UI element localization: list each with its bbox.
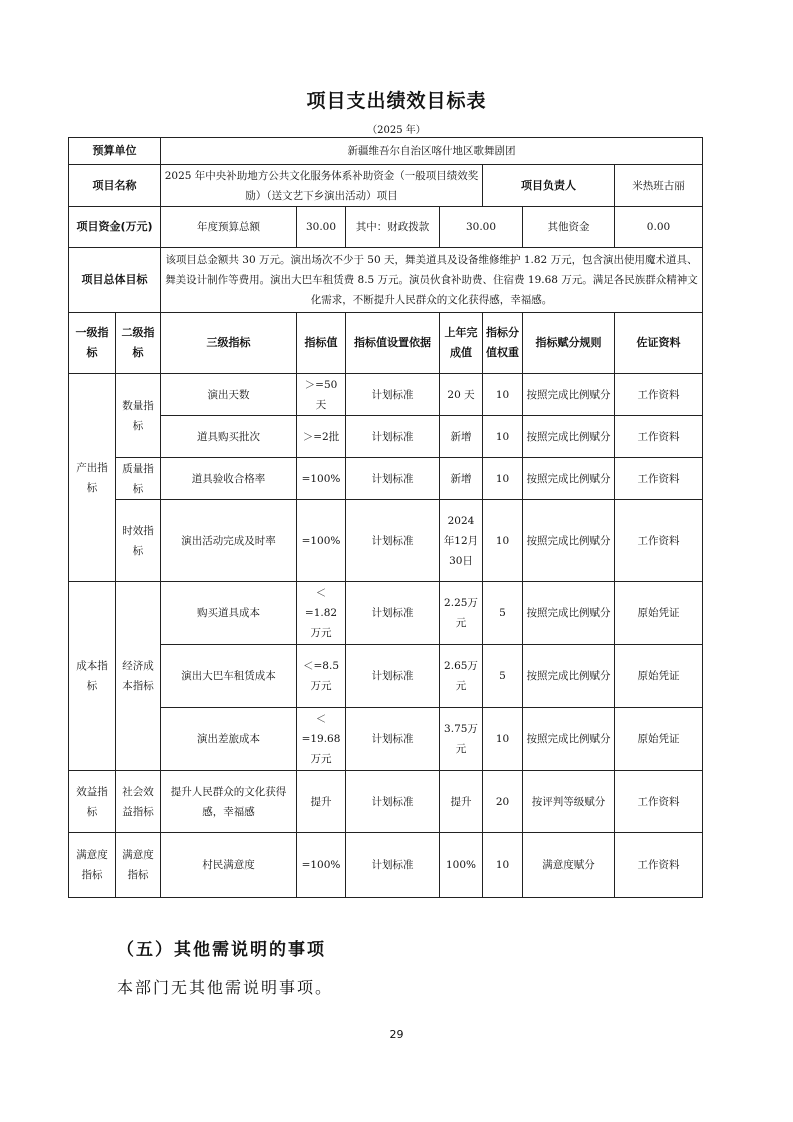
indicator-value: 提升: [297, 771, 346, 833]
indicator-last-year: 2.65万元: [440, 645, 483, 708]
indicator-evidence: 工作资料: [615, 458, 703, 500]
group-output: 产出指标: [69, 374, 116, 582]
indicator-weight: 5: [483, 582, 523, 645]
col-header-rule: 指标赋分规则: [523, 313, 615, 374]
indicator-evidence: 原始凭证: [615, 582, 703, 645]
indicator-value: =100%: [297, 833, 346, 898]
project-value: 2025 年中央补助地方公共文化服务体系补助资金（一般项目绩效奖励）（送文艺下乡演出活动）项目: [161, 165, 483, 207]
indicator-basis: 计划标准: [346, 458, 440, 500]
indicator-weight: 10: [483, 833, 523, 898]
owner-value: 米热班古丽: [615, 165, 703, 207]
indicator-basis: 计划标准: [346, 771, 440, 833]
table-row: [69, 771, 703, 833]
unit-label: 预算单位: [69, 138, 161, 165]
indicator-last-year: 100%: [440, 833, 483, 898]
section-heading: （五）其他需说明的事项: [117, 940, 326, 960]
indicator-value: ＜=19.68万元: [297, 708, 346, 771]
indicator-last-year: 新增: [440, 458, 483, 500]
indicator-evidence: 工作资料: [615, 374, 703, 416]
annual-budget-label: 年度预算总额: [161, 207, 297, 248]
group-satisfaction-sub: 满意度指标: [116, 833, 161, 898]
fund-label: 项目资金(万元): [69, 207, 161, 248]
indicator-basis: 计划标准: [346, 582, 440, 645]
col-header-value: 指标值: [297, 313, 346, 374]
indicator-rule: 按照完成比例赋分: [523, 416, 615, 458]
indicator-rule: 按照完成比例赋分: [523, 458, 615, 500]
indicator-name: 演出活动完成及时率: [161, 500, 297, 582]
indicator-weight: 20: [483, 771, 523, 833]
project-label: 项目名称: [69, 165, 161, 207]
indicator-value: =100%: [297, 458, 346, 500]
indicator-last-year: 20 天: [440, 374, 483, 416]
header-row-goal: [69, 248, 703, 313]
table-row: [69, 708, 703, 771]
fiscal-label: 其中：财政拨款: [346, 207, 440, 248]
indicator-rule: 按照完成比例赋分: [523, 500, 615, 582]
other-value: 0.00: [615, 207, 703, 248]
indicator-basis: 计划标准: [346, 416, 440, 458]
indicator-rule: 按评判等级赋分: [523, 771, 615, 833]
group-quantity: 数量指标: [116, 374, 161, 458]
indicator-basis: 计划标准: [346, 833, 440, 898]
table-row: [69, 416, 703, 458]
col-header-weight: 指标分值权重: [483, 313, 523, 374]
group-econ-cost: 经济成本指标: [116, 582, 161, 771]
col-header-evidence: 佐证资料: [615, 313, 703, 374]
indicator-name: 村民满意度: [161, 833, 297, 898]
table-row: [69, 374, 703, 416]
section-note: 本部门无其他需说明事项。: [117, 978, 334, 997]
indicator-evidence: 工作资料: [615, 771, 703, 833]
goal-value: 该项目总金额共 30 万元。演出场次不少于 50 天，舞美道具及设备维修维护 1.82 万元，包含演出使用魔术道具、舞美设计制作等费用。演出大巴车租赁费 8.5 万元。演员伙食补助费、住宿费 19.68 万元。满足各民族群众精神文化需求，不断提升人民群众的文化获得感，幸福感。: [161, 248, 703, 313]
col-header-basis: 指标值设置依据: [346, 313, 440, 374]
group-timeliness: 时效指标: [116, 500, 161, 582]
indicator-weight: 10: [483, 500, 523, 582]
indicator-value: ＜=8.5万元: [297, 645, 346, 708]
indicator-name: 道具验收合格率: [161, 458, 297, 500]
indicator-rule: 按照完成比例赋分: [523, 708, 615, 771]
indicator-last-year: 3.75万元: [440, 708, 483, 771]
annual-budget-value: 30.00: [297, 207, 346, 248]
indicator-weight: 10: [483, 708, 523, 771]
indicator-basis: 计划标准: [346, 645, 440, 708]
indicator-name: 提升人民群众的文化获得感，幸福感: [161, 771, 297, 833]
indicator-weight: 10: [483, 374, 523, 416]
indicator-rule: 按照完成比例赋分: [523, 645, 615, 708]
indicator-value: ＞=2批: [297, 416, 346, 458]
performance-target-table: [68, 137, 703, 898]
table-row: [69, 833, 703, 898]
header-row-fund: [69, 207, 703, 248]
table-row: [69, 458, 703, 500]
header-row-unit: [69, 138, 703, 165]
indicator-last-year: 新增: [440, 416, 483, 458]
group-quality: 质量指标: [116, 458, 161, 500]
group-benefit: 效益指标: [69, 771, 116, 833]
table-row: [69, 500, 703, 582]
indicator-weight: 10: [483, 416, 523, 458]
indicator-rule: 按照完成比例赋分: [523, 374, 615, 416]
indicator-last-year: 2.25万元: [440, 582, 483, 645]
indicator-basis: 计划标准: [346, 708, 440, 771]
indicator-value: =100%: [297, 500, 346, 582]
col-header-level1: 一级指标: [69, 313, 116, 374]
indicator-last-year: 提升: [440, 771, 483, 833]
indicator-evidence: 原始凭证: [615, 708, 703, 771]
indicator-name: 演出差旅成本: [161, 708, 297, 771]
indicator-basis: 计划标准: [346, 500, 440, 582]
col-header-level3: 三级指标: [161, 313, 297, 374]
table-row: [69, 645, 703, 708]
indicator-name: 演出天数: [161, 374, 297, 416]
header-row-project: [69, 165, 703, 207]
table-row: [69, 582, 703, 645]
indicator-rule: 按照完成比例赋分: [523, 582, 615, 645]
fiscal-value: 30.00: [440, 207, 523, 248]
indicator-rule: 满意度赋分: [523, 833, 615, 898]
group-cost: 成本指标: [69, 582, 116, 771]
indicator-value: ＜=1.82万元: [297, 582, 346, 645]
indicator-weight: 10: [483, 458, 523, 500]
col-header-last-year: 上年完成值: [440, 313, 483, 374]
indicator-name: 购买道具成本: [161, 582, 297, 645]
goal-label: 项目总体目标: [69, 248, 161, 313]
indicator-value: ＞=50天: [297, 374, 346, 416]
other-label: 其他资金: [523, 207, 615, 248]
indicator-evidence: 原始凭证: [615, 645, 703, 708]
indicator-basis: 计划标准: [346, 374, 440, 416]
indicator-last-year: 2024年12月30日: [440, 500, 483, 582]
unit-value: 新疆维吾尔自治区喀什地区歌舞剧团: [161, 138, 703, 165]
col-header-level2: 二级指标: [116, 313, 161, 374]
page-number: 29: [389, 1028, 404, 1041]
owner-label: 项目负责人: [483, 165, 615, 207]
column-header-row: [69, 313, 703, 374]
indicator-name: 演出大巴车租赁成本: [161, 645, 297, 708]
indicator-weight: 5: [483, 645, 523, 708]
table-year: （2025 年）: [367, 125, 426, 136]
group-satisfaction: 满意度指标: [69, 833, 116, 898]
indicator-name: 道具购买批次: [161, 416, 297, 458]
indicator-evidence: 工作资料: [615, 500, 703, 582]
indicator-evidence: 工作资料: [615, 833, 703, 898]
page-title: 项目支出绩效目标表: [306, 90, 487, 112]
indicator-evidence: 工作资料: [615, 416, 703, 458]
group-social-benefit: 社会效益指标: [116, 771, 161, 833]
